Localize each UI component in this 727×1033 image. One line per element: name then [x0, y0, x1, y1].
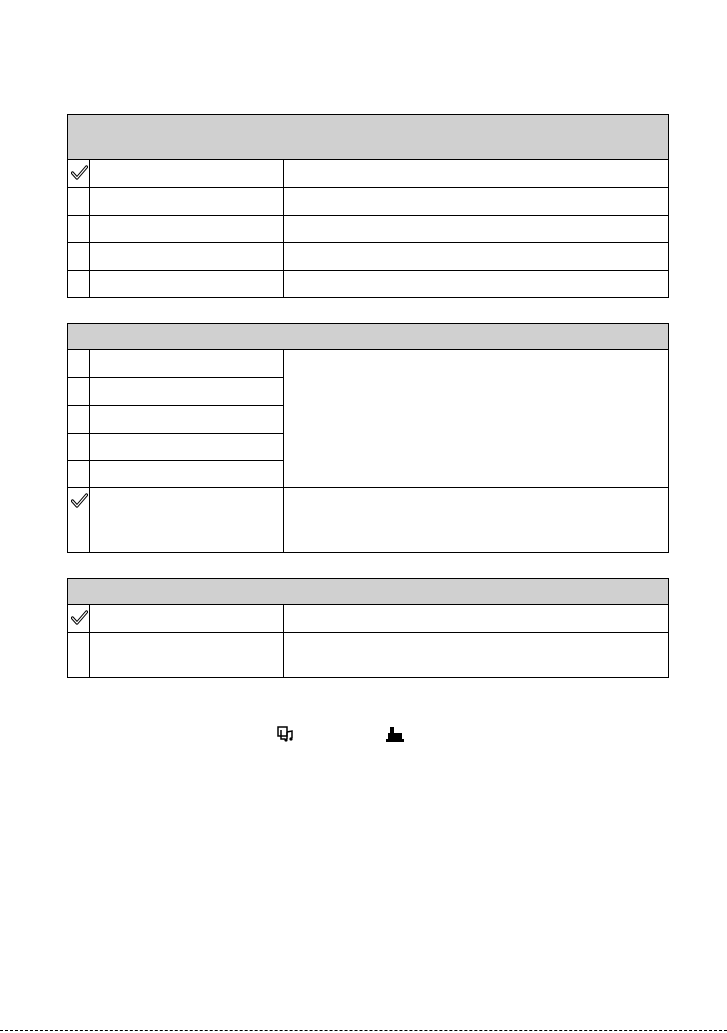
print-icon — [385, 726, 405, 743]
check-cell — [68, 406, 90, 433]
settings-table-3 — [67, 578, 669, 678]
table-row — [68, 160, 668, 188]
table-3-header — [68, 579, 668, 605]
option-description — [284, 243, 668, 270]
table-row — [68, 350, 283, 378]
table-row — [68, 488, 668, 552]
option-description — [284, 216, 668, 242]
table-row — [68, 633, 668, 677]
option-name — [90, 243, 284, 270]
option-name — [90, 188, 284, 215]
check-cell — [68, 461, 90, 487]
option-name — [90, 488, 284, 552]
option-name — [90, 406, 284, 433]
table-row — [68, 605, 668, 633]
check-cell — [68, 605, 90, 632]
option-name — [90, 605, 284, 632]
settings-table-1 — [67, 114, 669, 298]
option-description — [284, 188, 668, 215]
option-description — [284, 633, 668, 677]
option-name — [90, 350, 284, 377]
check-cell — [68, 633, 90, 677]
option-name — [90, 216, 284, 242]
check-cell — [68, 488, 90, 552]
check-cell — [68, 243, 90, 270]
option-name — [90, 434, 284, 460]
table-2-header — [68, 324, 668, 350]
slideshow-music-icon — [277, 726, 295, 743]
option-name — [90, 378, 284, 405]
table-row — [68, 188, 668, 216]
option-name — [90, 633, 284, 677]
option-description — [284, 605, 668, 632]
checkmark-icon — [71, 164, 88, 181]
table-row — [68, 434, 283, 461]
check-cell — [68, 188, 90, 215]
settings-table-2 — [67, 323, 669, 553]
page-cut-line — [0, 1030, 727, 1031]
checkmark-icon — [71, 492, 88, 509]
check-cell — [68, 216, 90, 242]
check-cell — [68, 378, 90, 405]
table-row — [68, 216, 668, 243]
check-cell — [68, 271, 90, 297]
option-description — [284, 271, 668, 297]
option-name — [90, 271, 284, 297]
option-name — [90, 461, 284, 487]
table-1-header — [68, 115, 668, 160]
table-row — [68, 243, 668, 271]
check-cell — [68, 350, 90, 377]
table-row — [68, 378, 283, 406]
merged-description — [284, 350, 668, 487]
option-description — [284, 160, 668, 187]
table-row — [68, 406, 283, 434]
checkmark-icon — [71, 609, 88, 626]
merged-row-group — [68, 350, 668, 488]
check-cell — [68, 160, 90, 187]
option-description — [284, 488, 668, 552]
table-row — [68, 271, 668, 297]
check-cell — [68, 434, 90, 460]
table-row — [68, 461, 283, 487]
option-list — [68, 350, 284, 487]
option-name — [90, 160, 284, 187]
